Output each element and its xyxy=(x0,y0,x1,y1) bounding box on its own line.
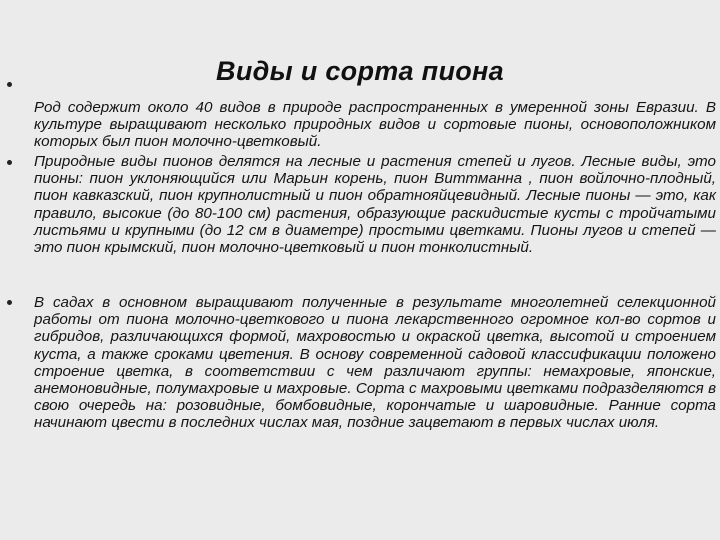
bullet-text-2: Природные виды пионов делятся на лесные и растения степей и лугов. Лесные виды, это пионы: пион уклоняющийся или Марьин корень, пион Виттманна , пион войлочно-плодный, пион кавказский, пион крупнолистный и пион обратнояйцевидный. Лесные пионы — это, как правило, высокие (до 80-100 см) растения, образующие раскидистые кусты с тройчатыми листьями и крупными (до 12 см в диаметре) простыми цветками. Пионы лугов и степей — это пион крымский, пион молочно-цветковый и пион тонколистный. xyxy=(34,153,716,257)
bullet-dot-3 xyxy=(7,300,12,305)
bullet-dot-2 xyxy=(7,160,12,165)
title-bullet-dot xyxy=(7,82,12,87)
bullet-text-1: Род содержит около 40 видов в природе распространенных в умеренной зоны Евразии. В культуре выращивают несколько природных видов и сортовые пионы, основоположником которых был пион молочно-цветковый. xyxy=(34,99,716,151)
bullet-text-3: В садах в основном выращивают полученные в результате многолетней селекционной работы от пиона молочно-цветкового и пиона лекарственного огромное кол-во сортов и гибридов, различающихся формой, махровостью и окраской цветка, высотой и строением куста, а также сроками цветения. В основу современной садовой классификации положено строение цветка, в соответствии с чем различают группы: немахровые, японские, анемоновидные, полумахровые и махровые. Сорта с махровыми цветками подразделяются в свою очередь на: розовидные, бомбовидные, корончатые и шаровидные. Ранние сорта начинают цвести в последних числах мая, поздние зацветают в первых числах июля. xyxy=(34,294,716,432)
slide-title: Виды и сорта пиона xyxy=(216,56,504,86)
